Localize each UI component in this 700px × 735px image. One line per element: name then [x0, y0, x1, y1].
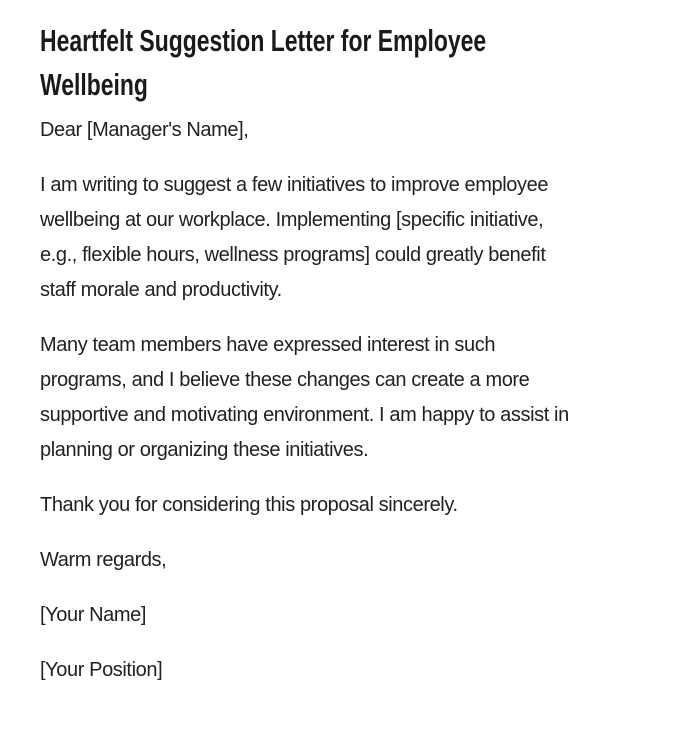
body-paragraph-2-line-4: planning or organizing these initiatives.: [40, 439, 369, 461]
signature-name-text: [Your Name]: [40, 604, 147, 626]
page-title-line-2: Wellbeing: [40, 67, 148, 102]
page-title: [40, 19, 660, 107]
signoff: [40, 543, 660, 578]
signature-position: [40, 653, 660, 688]
body-paragraph-1-line-1: I am writing to suggest a few initiatives to improve employee: [40, 174, 549, 196]
salutation: [40, 113, 660, 148]
body-paragraph-2: [40, 328, 660, 468]
body-paragraph-1: [40, 168, 660, 308]
body-paragraph-1-line-2: wellbeing at our workplace. Implementing [specific initiative,: [40, 209, 544, 231]
body-paragraph-2-line-2: programs, and I believe these changes can create a more: [40, 369, 530, 391]
signoff-text: Warm regards,: [40, 549, 167, 571]
signature-position-text: [Your Position]: [40, 659, 163, 681]
closing-line-text: Thank you for considering this proposal sincerely.: [40, 494, 458, 516]
closing-line: [40, 488, 660, 523]
signature-name: [40, 598, 660, 633]
salutation-text: Dear [Manager's Name],: [40, 119, 249, 141]
body-paragraph-2-line-1: Many team members have expressed interest in such: [40, 334, 496, 356]
body-paragraph-1-line-4: staff morale and productivity.: [40, 279, 282, 301]
body-paragraph-2-line-3: supportive and motivating environment. I am happy to assist in: [40, 404, 569, 426]
body-paragraph-1-line-3: e.g., flexible hours, wellness programs] could greatly benefit: [40, 244, 546, 266]
page-title-line-1: Heartfelt Suggestion Letter for Employee: [40, 23, 487, 58]
